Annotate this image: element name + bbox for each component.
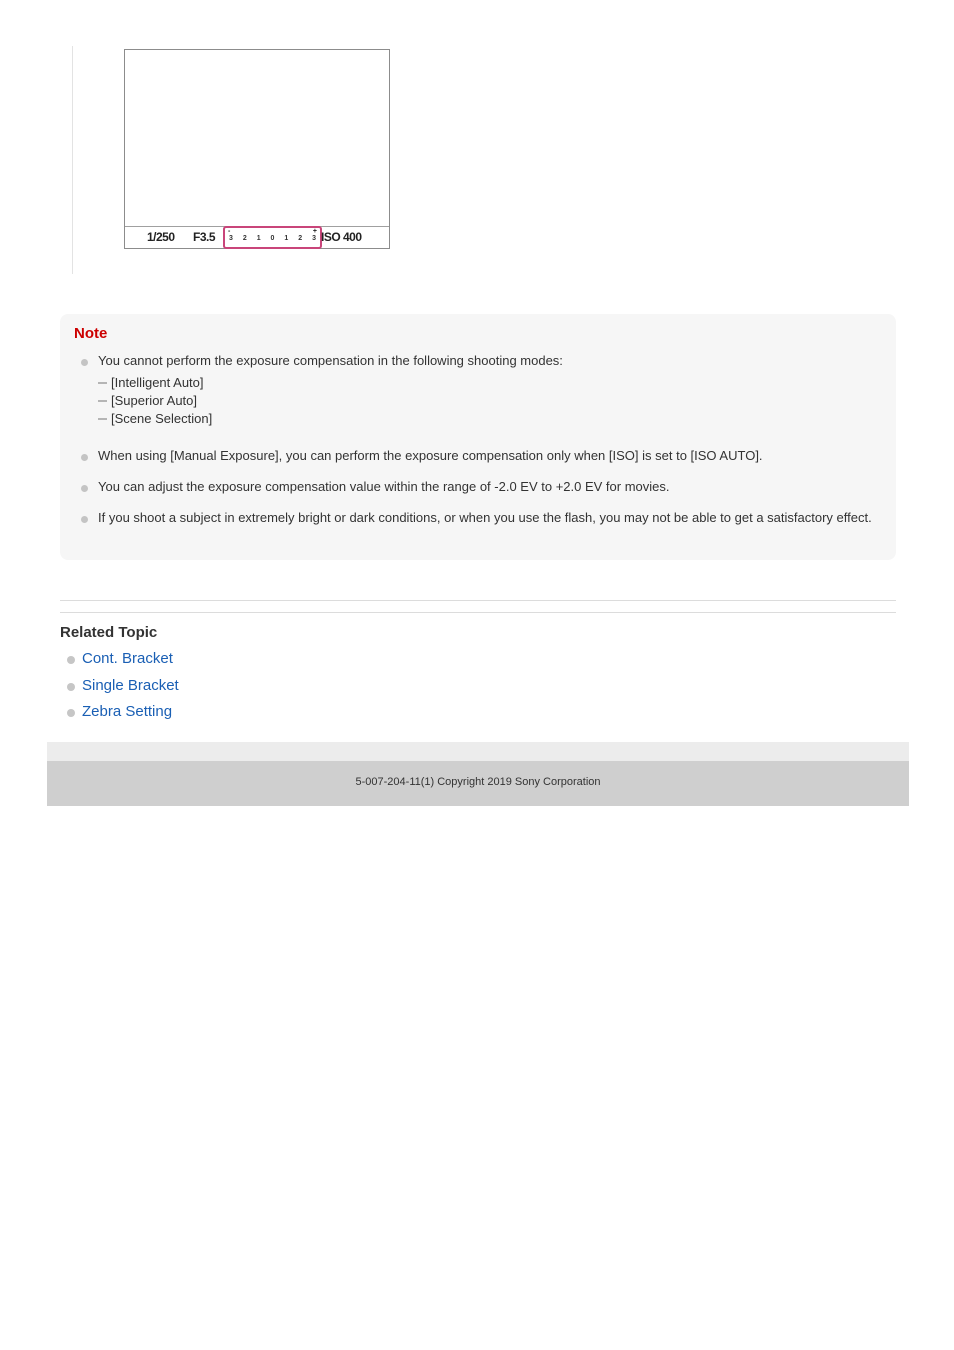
note-item: You can adjust the exposure compensation value within the range of -2.0 EV to +2.0 EV for movies.	[98, 479, 670, 494]
exposure-scale-highlight	[223, 226, 322, 249]
ev-plus-mark: +	[312, 228, 317, 235]
aperture-value: F3.5	[193, 230, 216, 244]
ev-tick: 1	[284, 235, 289, 242]
related-topic-title: Related Topic	[60, 624, 158, 641]
ev-tick: 3	[312, 235, 316, 242]
shutter-speed: 1/250	[147, 230, 175, 244]
footer-top-band	[47, 742, 909, 761]
bullet-icon	[81, 485, 88, 492]
dash-icon	[98, 418, 107, 420]
ev-minus-mark: -	[228, 228, 231, 235]
copyright-text: 5-007-204-11(1) Copyright 2019 Sony Corporation	[355, 776, 601, 788]
note-sub-item-label: [Intelligent Auto]	[111, 375, 204, 390]
ev-tick: 3	[229, 235, 233, 242]
note-title: Note	[74, 325, 108, 342]
left-rule	[72, 46, 73, 274]
divider	[60, 612, 896, 613]
bullet-icon	[81, 516, 88, 523]
bullet-icon	[67, 709, 75, 717]
note-item: If you shoot a subject in extremely bright or dark conditions, or when you use the flash, you may not be able to get a satisfactory effect.	[98, 510, 872, 525]
ev-tick: 1	[256, 235, 261, 242]
note-item: When using [Manual Exposure], you can perform the exposure compensation only when [ISO] is set to [ISO AUTO].	[98, 448, 763, 463]
bullet-icon	[81, 359, 88, 366]
bullet-icon	[81, 454, 88, 461]
ev-tick: 0	[270, 235, 275, 242]
bullet-icon	[67, 656, 75, 664]
ev-scale-ticks	[229, 235, 316, 242]
related-link-cont-bracket[interactable]: Cont. Bracket	[82, 650, 173, 667]
divider	[60, 600, 896, 601]
footer	[47, 761, 909, 806]
note-sub-item-label: [Scene Selection]	[111, 411, 213, 426]
note-box	[60, 314, 896, 560]
monitor-info-bar	[125, 226, 389, 248]
dash-icon	[98, 400, 107, 402]
bullet-icon	[67, 683, 75, 691]
note-sub-item	[98, 392, 197, 410]
iso-value: ISO 400	[321, 230, 362, 244]
related-link-zebra-setting[interactable]: Zebra Setting	[82, 703, 173, 720]
note-sub-item	[98, 410, 212, 428]
related-link-single-bracket[interactable]: Single Bracket	[82, 677, 179, 694]
note-item: You cannot perform the exposure compensation in the following shooting modes:	[98, 353, 563, 368]
note-sub-item	[98, 374, 204, 392]
dash-icon	[98, 382, 107, 384]
camera-monitor-illustration	[124, 49, 390, 249]
ev-tick: 2	[242, 235, 247, 242]
ev-tick: 2	[298, 235, 303, 242]
note-sub-item-label: [Superior Auto]	[111, 393, 197, 408]
